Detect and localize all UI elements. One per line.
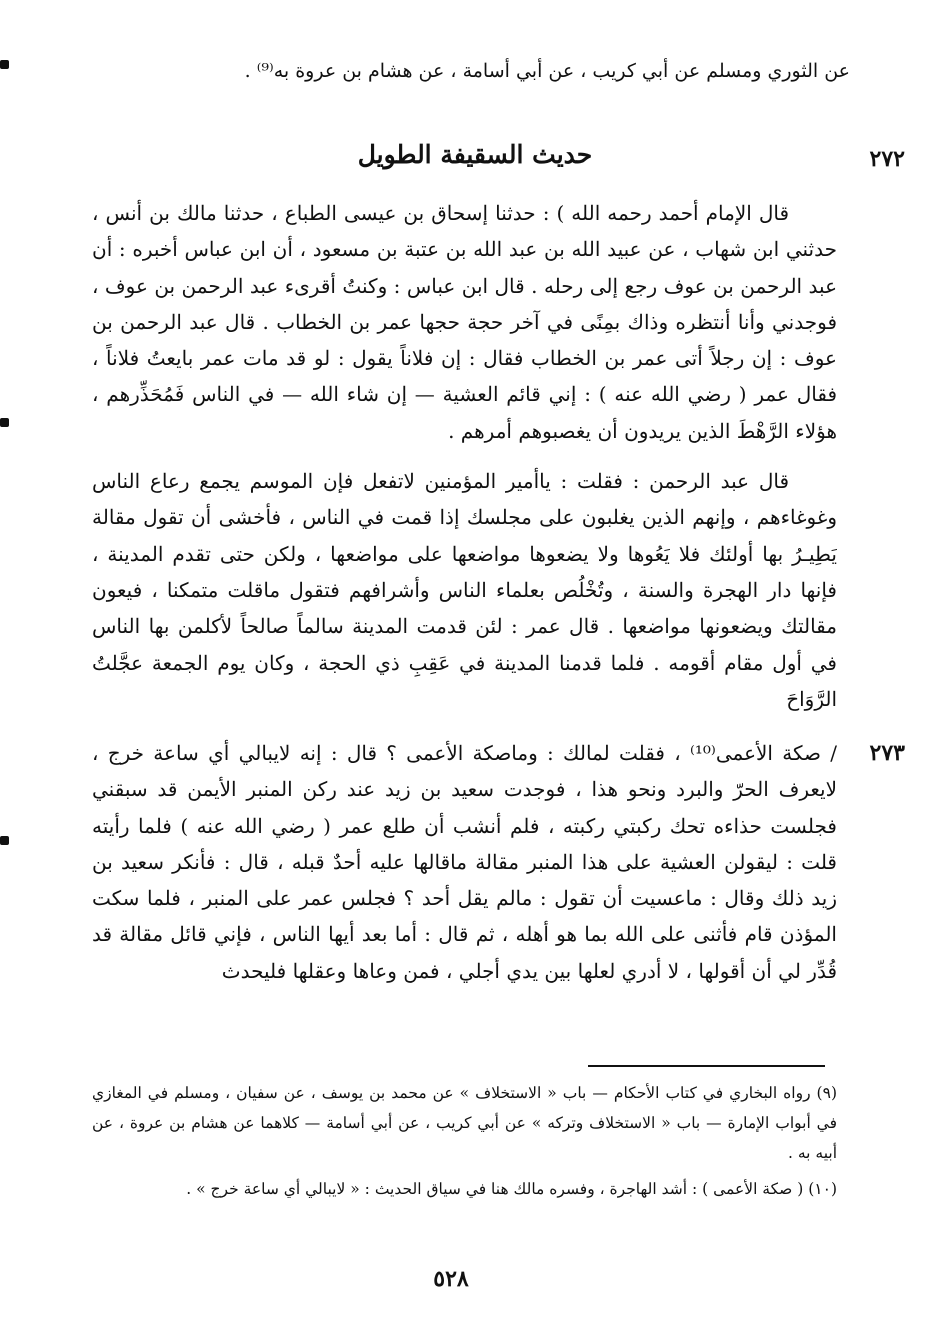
- page-number: ٥٢٨: [433, 1266, 469, 1292]
- carryover-line: عن الثوري ومسلم عن أبي كريب ، عن أبي أسامة ، عن هشام بن عروة به⁽⁹⁾ .: [244, 60, 850, 82]
- hadith-number-272: ٢٧٢: [869, 146, 905, 172]
- footnotes: [92, 1078, 837, 1210]
- binding-mark: [0, 836, 9, 845]
- hadith-273-paragraph: / صكة الأعمى⁽¹⁰⁾ ، فقلت لمالك : وماصكة الأعمى ؟ قال : إنه لايبالي أي ساعة خرج ، لايعرف الحرّ والبرد ونحو هذا ، فوجدت سعيد بن زيد عند ركن المنبر الأيمن قد سبقني فجلست حذاءه تحك ركبتي ركبته ، فلم أنشب أن طلع عمر ( رضي الله عنه ) فلما رأيته قلت : ليقولن العشية على هذا المنبر مقالة ماقالها عليه أحدٌ قبله ، قال : فأنكر سعيد بن زيد ذلك وقال : ماعسيت أن تقول : مالم يقل أحد ؟ فجلس عمر على المنبر ، فلما سكت المؤذن قام فأثنى على الله بما هو أهله ، ثم قال : أما بعد أيها الناس ، فإني قائل مقالة قد قُدِّر لي أن أقولها ، لا أدري لعلها بين يدي أجلي ، فمن وعاها وعقلها فليحدث: [92, 741, 837, 983]
- footnote-separator: [588, 1065, 825, 1067]
- binding-mark: [0, 60, 9, 69]
- hadith-272-paragraph-2: قال عبد الرحمن : فقلت : ياأمير المؤمنين لاتفعل فإن الموسم يجمع رعاع الناس وغوغاءهم ، وإنهم الذين يغلبون على مجلسك إذا قمت في الناس ، فأخشى أن تقول مقالة يَطِيـرُ بها أولئك فلا يَعُوها ولا يضعوها مواضعها على مواضعها ، ولكن حتى تقدم المدينة ، فإنها دار الهجرة والسنة ، وتُخْلُص بعلماء الناس وأشرافهم فتقول ماقلت متمكنا ، فيعون مقالتك ويضعونها مواضعها . قال عمر : لئن قدمت المدينة سالماً صالحاً لأكلمن بها الناس في أول مقام أقومه . فلما قدمنا المدينة في عَقِبِ ذي الحجة ، وكان يوم الجمعة عجَّلتُ الرَّوَاحَ: [92, 469, 837, 711]
- hadith-number-273: ٢٧٣: [869, 740, 905, 766]
- hadith-273-body: [92, 735, 837, 1035]
- footnote-10: (١٠) ( صكة الأعمى ) : أشد الهاجرة ، وفسره مالك هنا في سياق الحديث : « لايبالي أي ساعة خرج » .: [186, 1180, 837, 1198]
- hadith-272-body: [92, 195, 837, 740]
- footnote-9: (٩) رواه البخاري في كتاب الأحكام — باب « الاستخلاف » عن محمد بن يوسف ، عن سفيان ، ومسلم في المغازي في أبواب الإمارة — باب « الاستخلاف وتركه » عن أبي كريب ، عن أبي أسامة — كلاهما عن هشام بن عروة ، عن أبيه به .: [92, 1084, 837, 1162]
- hadith-heading: حديث السقيفة الطويل: [357, 140, 593, 169]
- hadith-272-paragraph-1: قال الإمام أحمد رحمه الله ) : حدثنا إسحاق بن عيسى الطباع ، حدثنا مالك بن أنس ، حدثني ابن شهاب ، عن عبيد الله بن عبد الله بن عتبة بن مسعود ، أن ابن عباس أخبره : أن عبد الرحمن بن عوف رجع إلى رحله . قال ابن عباس : وكنتُ أقرىء عبد الرحمن بن عوف ، فوجدني وأنا أنتظره وذاك بمِنًى في آخر حجة حجها عمر بن الخطاب . قال عبد الرحمن بن عوف : إن رجلاً أتى عمر بن الخطاب فقال : إن فلاناً يقول : لو قد مات عمر بايعتُ فلاناً ، فقال عمر ( رضي الله عنه ) : إني قائم العشية — إن شاء الله — في الناس فَمُحَذِّرهم ، هؤلاء الرَّهْطَ الذين يريدون أن يغصبوهم أمرهم .: [92, 201, 837, 443]
- binding-mark: [0, 418, 9, 427]
